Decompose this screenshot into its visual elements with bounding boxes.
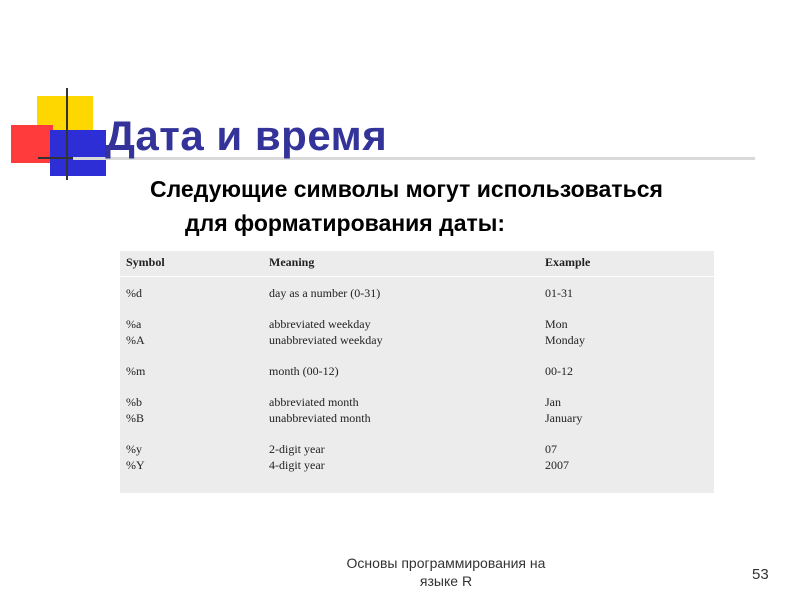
cell-example: 00-12 bbox=[545, 364, 573, 378]
footer-line-2: языке R bbox=[419, 573, 473, 589]
cell-meaning: 2-digit year 4-digit year bbox=[269, 442, 325, 472]
format-table bbox=[120, 251, 714, 476]
subtitle-line-2: для форматирования даты: bbox=[185, 210, 506, 236]
cell-example: Mon Monday bbox=[545, 317, 585, 347]
cell-meaning: month (00-12) bbox=[269, 364, 339, 378]
table-row bbox=[120, 277, 714, 305]
table-row bbox=[120, 304, 714, 351]
cell-meaning: abbreviated weekday unabbreviated weekday bbox=[269, 317, 383, 347]
slide-footer bbox=[330, 554, 562, 590]
cell-example: 01-31 bbox=[545, 286, 573, 300]
page-number: 53 bbox=[752, 566, 769, 583]
cell-symbol: %m bbox=[126, 364, 146, 378]
cell-example: 07 2007 bbox=[545, 442, 569, 472]
decor-blue-square bbox=[50, 130, 106, 176]
table-row bbox=[120, 429, 714, 476]
cell-symbol: %y %Y bbox=[126, 442, 145, 472]
footer-line-1: Основы программирования на bbox=[346, 555, 546, 571]
cell-meaning: day as a number (0-31) bbox=[269, 286, 381, 300]
format-codes-table bbox=[120, 251, 714, 493]
header-symbol: Symbol bbox=[120, 251, 263, 277]
cell-symbol: %b %B bbox=[126, 395, 144, 425]
cell-symbol: %d bbox=[126, 286, 142, 300]
decor-horizontal-line bbox=[38, 157, 74, 159]
cell-meaning: abbreviated month unabbreviated month bbox=[269, 395, 371, 425]
table-body bbox=[120, 277, 714, 477]
table-header-row bbox=[120, 251, 714, 277]
decor-vertical-line bbox=[66, 88, 68, 180]
table-row bbox=[120, 351, 714, 382]
cell-example: Jan January bbox=[545, 395, 583, 425]
subtitle-line-1: Следующие символы могут использоваться bbox=[150, 176, 663, 202]
header-meaning: Meaning bbox=[263, 251, 539, 277]
table-row bbox=[120, 382, 714, 429]
header-example: Example bbox=[539, 251, 714, 277]
cell-symbol: %a %A bbox=[126, 317, 145, 347]
slide-subtitle bbox=[150, 172, 770, 240]
slide-title: Дата и время bbox=[105, 112, 388, 159]
